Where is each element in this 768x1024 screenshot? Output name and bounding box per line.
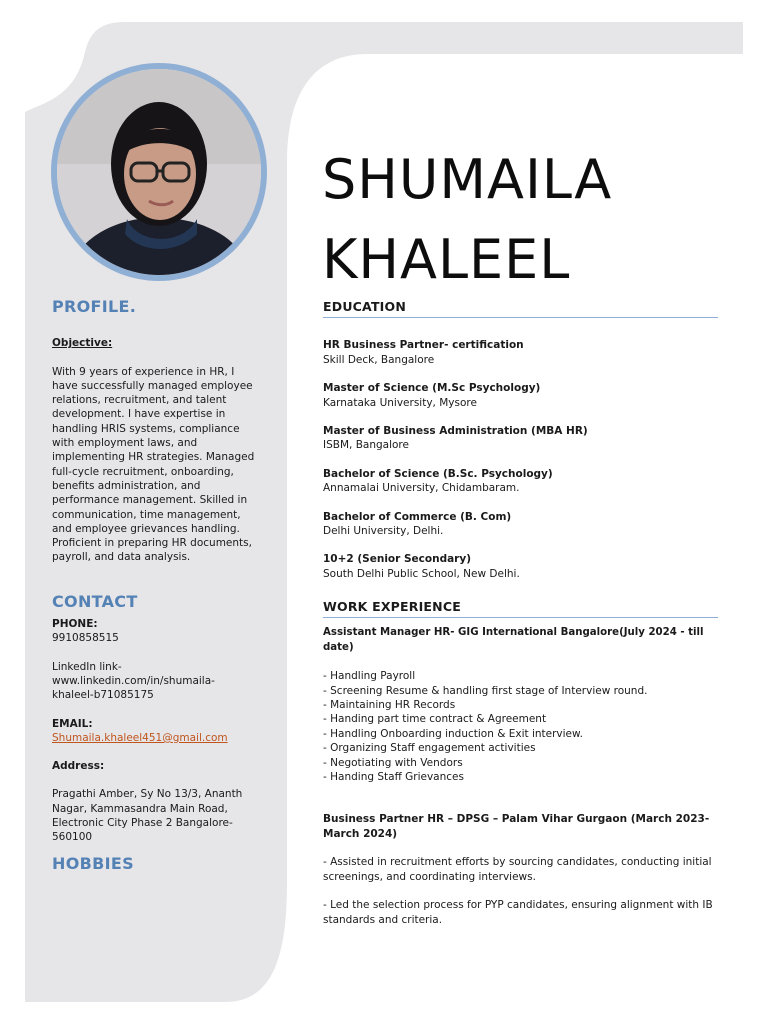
address-label: Address: bbox=[52, 760, 105, 773]
education-degree: Master of Science (M.Sc Psychology) bbox=[323, 382, 541, 395]
job-title: Business Partner HR – DPSG – Palam Vihar Gurgaon (March 2023-March 2024) bbox=[323, 813, 710, 840]
education-place: Delhi University, Delhi. bbox=[323, 525, 444, 538]
duty-item: - Handling Payroll bbox=[323, 670, 416, 683]
education-place: Skill Deck, Bangalore bbox=[323, 353, 435, 366]
duty-list bbox=[323, 669, 718, 784]
duty-item: - Handing Staff Grievances bbox=[323, 771, 464, 784]
education-entry bbox=[323, 467, 718, 496]
job-title: Assistant Manager HR- GIG International Bangalore(July 2024 - till date) bbox=[323, 627, 704, 653]
linkedin-label: LinkedIn link- bbox=[52, 660, 122, 673]
phone-label: PHONE: bbox=[52, 618, 98, 631]
address-value: Pragathi Amber, Sy No 13/3, Ananth Nagar, Kammasandra Main Road, Electronic City Phase 2 Bangalore-560100 bbox=[52, 788, 243, 844]
work-heading: WORK EXPERIENCE bbox=[323, 600, 718, 618]
left-column bbox=[52, 297, 267, 873]
education-place: Karnataka University, Mysore bbox=[323, 396, 477, 409]
work-section bbox=[323, 600, 718, 927]
education-place: South Delhi Public School, New Delhi. bbox=[323, 567, 520, 580]
phone-value: 9910858515 bbox=[52, 632, 119, 645]
education-degree: 10+2 (Senior Secondary) bbox=[323, 553, 471, 566]
hobbies-heading: HOBBIES bbox=[52, 853, 134, 873]
duty-item: - Assisted in recruitment efforts by sourcing candidates, conducting initial screenings, and coordinating interviews. bbox=[323, 856, 712, 883]
profile-photo bbox=[57, 69, 261, 275]
duty-item: - Led the selection process for PYP candidates, ensuring alignment with IB standards and criteria. bbox=[323, 899, 713, 926]
education-section bbox=[323, 300, 718, 581]
education-entry bbox=[323, 338, 718, 367]
education-degree: Bachelor of Commerce (B. Com) bbox=[323, 510, 512, 523]
education-degree: Master of Business Administration (MBA HR) bbox=[323, 425, 588, 438]
linkedin-link[interactable]: www.linkedin.com/in/shumaila-khaleel-b71085175 bbox=[52, 674, 215, 702]
duty-item: - Handling Onboarding induction & Exit interview. bbox=[323, 727, 583, 740]
education-place: ISBM, Bangalore bbox=[323, 439, 409, 452]
education-place: Annamalai University, Chidambaram. bbox=[323, 482, 520, 495]
education-entry bbox=[323, 552, 718, 581]
name-last: KHALEEL bbox=[322, 228, 571, 291]
objective-label: Objective: bbox=[52, 337, 113, 350]
duty-item: - Screening Resume & handling first stage of Interview round. bbox=[323, 684, 648, 697]
objective-text: With 9 years of experience in HR, I have successfully managed employee relations, recruitment, and talent development. I have expertise in handling HRIS systems, compliance with employment laws, and implementing HR strategies. Managed full-cycle recruitment, onboarding, benefits administration, and performance management. Skilled in communication, time management, and employee grievances handling. Proficient in preparing HR documents, payroll, and data analysis. bbox=[52, 365, 255, 564]
contact-heading: CONTACT bbox=[52, 591, 138, 611]
education-entry bbox=[323, 381, 718, 410]
duty-item: - Organizing Staff engagement activities bbox=[323, 742, 536, 755]
education-entry bbox=[323, 424, 718, 453]
profile-heading: PROFILE. bbox=[52, 297, 137, 316]
education-entry bbox=[323, 510, 718, 539]
email-link[interactable]: Shumaila.khaleel451@gmail.com bbox=[52, 731, 228, 744]
name-first: SHUMAILA bbox=[322, 148, 613, 211]
candidate-name bbox=[322, 140, 612, 300]
education-degree: Bachelor of Science (B.Sc. Psychology) bbox=[323, 467, 553, 480]
education-degree: HR Business Partner- certification bbox=[323, 339, 524, 352]
education-heading: EDUCATION bbox=[323, 300, 718, 318]
duty-item: - Maintaining HR Records bbox=[323, 699, 456, 712]
email-label: EMAIL: bbox=[52, 717, 93, 730]
duty-item: - Handing part time contract & Agreement bbox=[323, 713, 547, 726]
duty-item: - Negotiating with Vendors bbox=[323, 756, 463, 769]
